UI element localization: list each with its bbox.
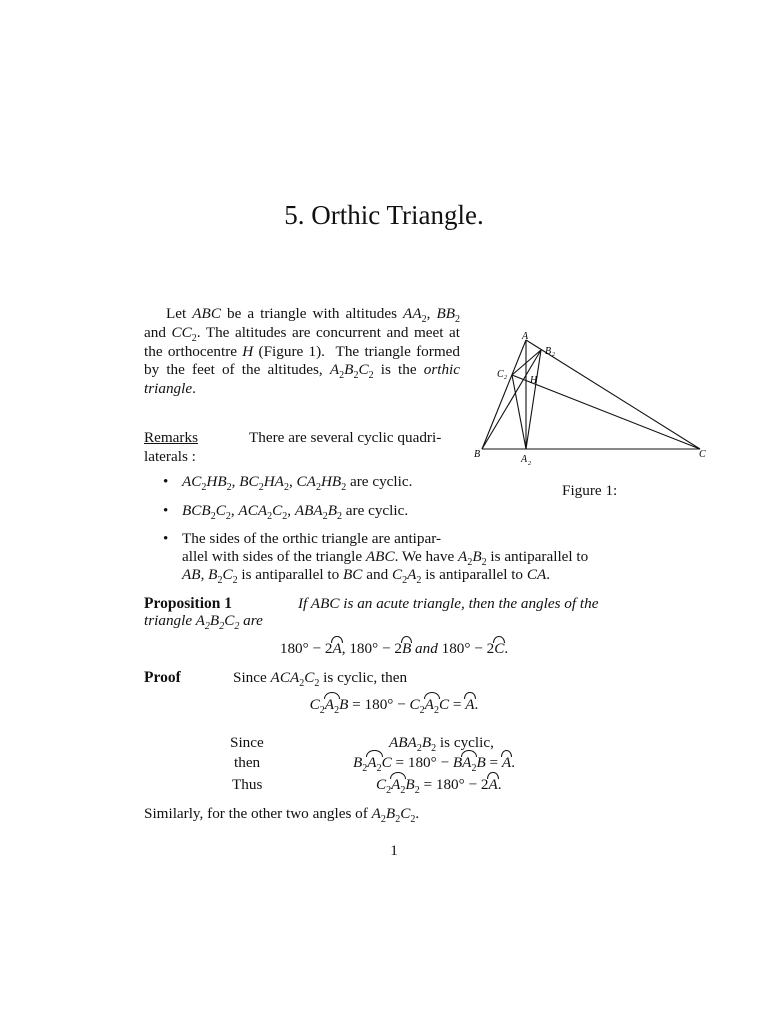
proposition-label: Proposition 1 (144, 595, 232, 612)
proposition-text-line1: If ABC is an acute triangle, then the angles of the (298, 595, 599, 612)
figure-caption: Figure 1: (562, 482, 618, 499)
label-B2-sub: 2 (552, 352, 555, 358)
orthic-triangle-figure (470, 325, 715, 470)
label-C2: C (497, 369, 504, 380)
proposition-angles: 180° − 2A, 180° − 2B and 180° − 2C. (279, 640, 509, 657)
label-A2: A (521, 454, 528, 465)
label-A: A (522, 331, 529, 342)
label-A2-sub: 2 (528, 461, 531, 467)
list-item: • The sides of the orthic triangle are antipar- allel with sides of the triangle ABC. We have $A_2B_2$ is antiparallel to AB, $B_2C_2$ is antiparallel to BC and $C_2A_2$ is antiparallel to CA. (163, 530, 589, 587)
thus-label: Thus (232, 776, 263, 793)
label-H: H (530, 375, 538, 386)
remarks-label: Remarks (144, 429, 198, 446)
proof-label: Proof (144, 669, 181, 686)
list-item: • $AC_2HB_2$, $BC_2HA_2$, $CA_2HB_2$ are cyclic. (163, 473, 413, 494)
page-title: 5. Orthic Triangle. (284, 200, 484, 230)
label-C: C (699, 449, 706, 460)
intro-paragraph: Let ABC be a triangle with altitudes $AA_2$, $BB_2$ and $CC_2$. The altitudes are concurrent and meet at the orthocentre H (Figure 1). The triangle formed by the feet of the altitudes, $A_2B_2C_2$ is the orthic triangle. (144, 305, 461, 398)
similarly-line: Similarly, for the other two angles of $A_2B_2C_2$. (144, 805, 420, 826)
then-label: then (234, 754, 261, 771)
since-expression: $ABA_2B_2$ is cyclic, (389, 734, 494, 755)
page-number: 1 (390, 842, 398, 859)
proof-text-line1: Since $ACA_2C_2$ is cyclic, then (233, 669, 408, 690)
remarks-text-line1: There are several cyclic quadri- (249, 429, 442, 446)
proof-equation-1: $C_2A_2B = 180^\circ - C_2A_2C = A$. (309, 696, 479, 717)
thus-expression: $C_2A_2B_2 = 180^\circ - 2A$. (376, 776, 502, 797)
remarks-text-line2: laterals : (144, 448, 196, 465)
label-C2-sub: 2 (504, 375, 507, 381)
label-B2: B (545, 346, 552, 357)
list-item: • $BCB_2C_2$, $ACA_2C_2$, $ABA_2B_2$ are cyclic. (163, 502, 409, 523)
then-expression: $B_2A_2C = 180^\circ - BA_2B = A$. (353, 754, 515, 775)
proposition-text-line2: triangle $A_2B_2C_2$ are (144, 612, 263, 633)
label-B: B (474, 449, 481, 460)
since-label: Since (230, 734, 264, 751)
